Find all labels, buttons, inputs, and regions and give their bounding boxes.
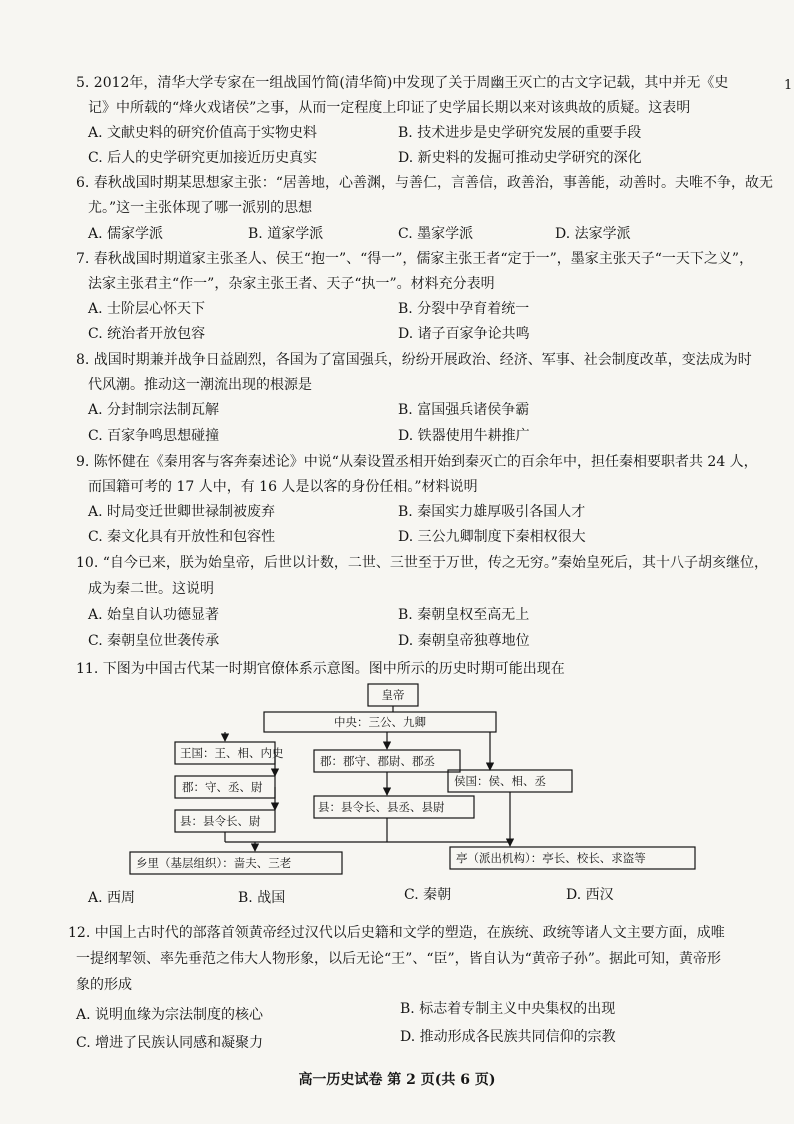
q6-option-c[interactable]: C. 墨家学派 (398, 226, 474, 242)
ting-label: 亭（派出机构）：亭长、校长、求盗等 (456, 851, 646, 865)
q10-option-b[interactable]: B. 秦朝皇权至高无上 (398, 607, 530, 623)
q5-option-a[interactable]: A. 文献史料的研究价值高于实物史料 (88, 125, 318, 141)
q7-option-d[interactable]: D. 诸子百家争论共鸣 (398, 326, 530, 342)
q5-stem-line2: 记》中所载的“烽火戏诸侯”之事，从而一定程度上印证了史学届长期以来对该典故的质疑。这表明 (88, 100, 691, 116)
q5-stem-line1: 5. 2012年，清华大学专家在一组战国竹简(清华简)中发现了关于周幽王灭亡的古文字记载，其中并无《史 (76, 75, 729, 91)
q9-stem-line2: 而国籍可考的 17 人中，有 16 人是以客的身份任相。”材料说明 (88, 479, 478, 495)
q9-stem-line1: 9. 陈怀健在《秦用客与客奔秦述论》中说“从秦设置丞相开始到秦灭亡的百余年中，担任秦相要职者共 24 人， (76, 454, 758, 470)
bureaucracy-diagram (100, 682, 740, 882)
q9-option-c[interactable]: C. 秦文化具有开放性和包容性 (88, 529, 276, 545)
q6-option-a[interactable]: A. 儒家学派 (88, 226, 164, 242)
emperor-label: 皇帝 (381, 688, 405, 702)
q12-stem-line3: 象的形成 (76, 977, 132, 993)
kingdom-label: 王国：王、相、内史 (180, 746, 284, 760)
xiangli-label: 乡里（基层组织）：啬夫、三老 (136, 856, 292, 870)
q11-stem: 11. 下图为中国古代某一时期官僚体系示意图。图中所示的历史时期可能出现在 (76, 661, 565, 677)
q12-stem-line2: 一提纲挈领、率先垂范之伟大人物形象，以后无论“王”、“臣”，皆自认为“黄帝子孙”。据此可知，黄帝形 (76, 951, 721, 967)
q12-option-a[interactable]: A. 说明血缘为宗法制度的核心 (76, 1007, 264, 1023)
jun-label: 郡：郡守、郡尉、郡丞 (320, 754, 435, 768)
q8-option-b[interactable]: B. 富国强兵诸侯争霸 (398, 402, 530, 418)
q6-option-d[interactable]: D. 法家学派 (555, 226, 631, 242)
q9-option-a[interactable]: A. 时局变迁世卿世禄制被废弃 (88, 504, 276, 520)
q5-option-d[interactable]: D. 新史料的发掘可推动史学研究的深化 (398, 150, 642, 166)
q11-option-b[interactable]: B. 战国 (238, 890, 286, 906)
q12-stem-line1: 12. 中国上古时代的部落首领黄帝经过汉代以后史籍和文学的塑造，在族统、政统等诸人文主要方面，成唯 (68, 925, 725, 941)
q10-option-a[interactable]: A. 始皇自认功德显著 (88, 607, 220, 623)
q8-stem-line2: 代风潮。推动这一潮流出现的根源是 (88, 377, 312, 393)
q12-option-d[interactable]: D. 推动形成各民族共同信仰的宗教 (400, 1029, 616, 1045)
q7-option-c[interactable]: C. 统治者开放包容 (88, 326, 206, 342)
q8-option-d[interactable]: D. 铁器使用牛耕推广 (398, 428, 530, 444)
q10-stem-line1: 10. “自今已来，朕为始皇帝，后世以计数，二世、三世至于万世，传之无穷。”秦始皇死后，其十八子胡亥继位， (76, 555, 769, 571)
q8-option-a[interactable]: A. 分封制宗法制瓦解 (88, 402, 220, 418)
page-footer: 高一历史试卷 第 2 页(共 6 页) (298, 1072, 496, 1088)
q11-option-c[interactable]: C. 秦朝 (404, 887, 452, 903)
q8-stem-line1: 8. 战国时期兼并战争日益剧烈，各国为了富国强兵，纷纷开展政治、经济、军事、社会制度改革，变法成为时 (76, 352, 752, 368)
xian-label: 县：县令长、县丞、县尉 (318, 800, 445, 814)
kingdom-jun-label: 郡：守、丞、尉 (182, 780, 263, 794)
q10-option-c[interactable]: C. 秦朝皇位世袭传承 (88, 633, 220, 649)
q7-option-a[interactable]: A. 士阶层心怀天下 (88, 301, 206, 317)
q10-stem-line2: 成为秦二世。这说明 (88, 581, 214, 597)
q6-stem-line2: 尤。”这一主张体现了哪一派别的思想 (88, 200, 313, 216)
q10-option-d[interactable]: D. 秦朝皇帝独尊地位 (398, 633, 530, 649)
q7-stem-line1: 7. 春秋战国时期道家主张圣人、侯王“抱一”、“得一”，儒家主张王者“定于一”，墨家主张天子“一天下之义”， (76, 251, 754, 267)
q5-option-b[interactable]: B. 技术进步是史学研究发展的重要手段 (398, 125, 642, 141)
q5-option-c[interactable]: C. 后人的史学研究更加接近历史真实 (88, 150, 318, 166)
central-label: 中央：三公、九卿 (334, 715, 426, 729)
q12-option-b[interactable]: B. 标志着专制主义中央集权的出现 (400, 1001, 616, 1017)
q12-option-c[interactable]: C. 增进了民族认同感和凝聚力 (76, 1035, 264, 1051)
kingdom-xian-label: 县：县令长、尉 (180, 814, 261, 828)
q9-option-d[interactable]: D. 三公九卿制度下秦相权很大 (398, 529, 586, 545)
q11-option-a[interactable]: A. 西周 (88, 890, 136, 906)
page-side-marker: 1 (784, 78, 793, 93)
q7-stem-line2: 法家主张君主“作一”，杂家主张王者、天子“执一”。材料充分表明 (88, 276, 495, 292)
q6-stem-line1: 6. 春秋战国时期某思想家主张：“居善地，心善渊，与善仁，言善信，政善治，事善能，动善时。夫唯不争，故无 (76, 175, 773, 191)
q9-option-b[interactable]: B. 秦国实力雄厚吸引各国人才 (398, 504, 586, 520)
q11-option-d[interactable]: D. 西汉 (566, 887, 614, 903)
marquis-label: 侯国：侯、相、丞 (454, 774, 546, 788)
q8-option-c[interactable]: C. 百家争鸣思想碰撞 (88, 428, 220, 444)
q6-option-b[interactable]: B. 道家学派 (248, 226, 324, 242)
q7-option-b[interactable]: B. 分裂中孕育着统一 (398, 301, 530, 317)
